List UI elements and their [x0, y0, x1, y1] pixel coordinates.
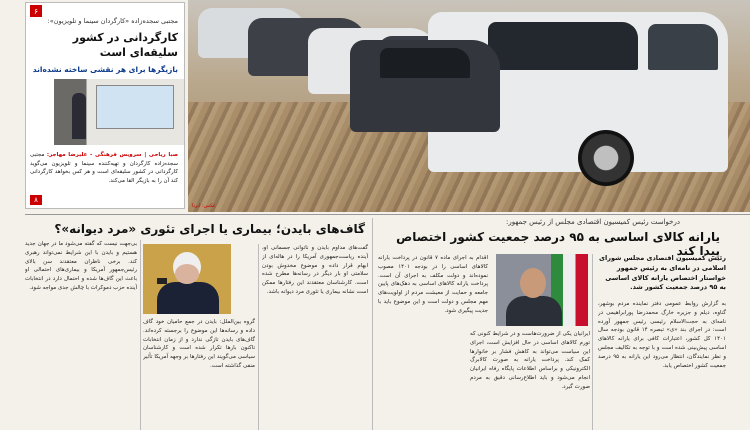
bottom-number-badge: ۸	[30, 195, 42, 205]
culture-box	[25, 2, 185, 209]
culture-super: مجتبی سجده‌زاده «کارگردان سینما و تلویزیون»:	[47, 17, 178, 25]
section-divider	[25, 214, 750, 215]
page-number-badge: ۶	[30, 5, 42, 17]
car-mid-dark	[350, 40, 500, 132]
hero-caption: عکس: ایرنا	[192, 203, 216, 209]
culture-body: مجتبی سجده‌زاده کارگردان و تهیه‌کننده سینما و تلویزیون می‌گوید کارگردانی در کشور سلیقه‌ای است و هر کس بخواهد کارگردانی کند آن را به بازیگر القا می‌کند.	[30, 152, 178, 184]
biden-headline[interactable]: گاف‌های بایدن؛ بیماری یا اجرای تئوری «مرد دیوانه»؟	[54, 222, 365, 236]
biden-face	[175, 264, 199, 284]
subsidy-col-1: به گزارش روابط عمومی دفتر نماینده مردم بوشهر، گناوه، دیلم و جزیره خارگ محمدرضا پورابراهیمی در نامه‌ای به حجت‌الاسلام رئیسی رئیس جمهور آورده است: در اجرای بند «ی» تبصره ۱۴ قانون بودجه سال ۱۴۰۱ کل کشور، اعتبارات کافی برای یارانه کالاهای اساسی پیش‌بینی شده است و با توجه به تکالیف مجلس و نظر نمایندگان، انتظار می‌رود این یارانه به ۹۵ درصد جمعیت کشور اختصاص یابد.	[598, 301, 726, 369]
subsidy-lead: رئیس کمیسیون اقتصادی مجلس شورای اسلامی در نامه‌ای به رئیس جمهور خواستار اختصاص یارانه کالای اساسی به ۹۵ درصد جمعیت کشور شد.	[599, 254, 726, 292]
subsidy-col-3: اقدام به اجرای ماده ۷ قانون در پرداخت یارانه کالاهای اساسی را در بودجه ۱۴۰۱ مصوب نموده‌اند و دولت مکلف به اجرای آن است. پرداخت یارانه کالاهای اساسی به دهک‌های پایین جامعه و حمایت از معیشت مردم از اولویت‌های مهم مجلس و دولت است و این موضوع باید با جدیت پیگیری شود.	[378, 255, 488, 314]
biden-col-2: گروه بین‌الملل: بایدن در جمع حامیان خود گاف داده و رسانه‌ها این موضوع را برجسته کرده‌اند. گاف‌های بایدن تازگی ندارد و از زمان انتخابات تاکنون بارها تکرار شده است و کارشناسان سیاسی می‌گویند این رفتارها بر وجهه آمریکا تأثیر منفی گذاشته است.	[143, 319, 255, 369]
biden-col-3: بی‌جهت نیست که گفته می‌شود ما در جهان جدید هستیم و بایدن با این شرایط نمی‌تواند رهبری کند. برخی ناظران معتقدند سن بالای رئیس‌جمهور آمریکا و بیماری‌های احتمالی او باعث این گاف‌ها شده و احتمال دارد در انتخابات آینده حزب دموکرات با چالش جدی مواجه شود.	[25, 241, 137, 291]
culture-subtitle: بازیگرها برای هر نقشی ساخته نشده‌اند	[32, 65, 178, 74]
biden-suit	[157, 282, 219, 314]
biden-photo	[143, 244, 231, 314]
wheel-front	[578, 130, 634, 186]
lecture-photo	[54, 79, 184, 145]
culture-byline: صبا ریاحی | سرویس فرهنگی - علیرضا مهاجر:	[46, 152, 179, 158]
speaker-figure	[72, 93, 86, 139]
biden-col-1: گفت‌های مداوم بایدن و ناتوانی جسمانی او، آینده ریاست‌جمهوری آمریکا را در هاله‌ای از ابهام قرار داده و موضوع مخدوش بودن سلامتی او بار دیگر در رسانه‌ها مطرح شده است. کارشناسان معتقدند این رفتارها ممکن است نشانه بیماری یا تئوری مرد دیوانه باشد.	[262, 245, 368, 295]
subsidy-col-2: ایرانیان یکی از ضرورت‌هاست و در شرایط کنونی که تورم کالاهای اساسی در حال افزایش است، اجرای این سیاست می‌تواند به کاهش فشار بر خانوارها کمک کند. پرداخت یارانه به صورت کالابرگ الکترونیکی و براساس اطلاعات پایگاه رفاه ایرانیان انجام می‌شود و باید اطلاع‌رسانی دقیق به مردم صورت گیرد.	[470, 331, 590, 390]
subsidy-kicker: درخواست رئیس کمیسیون اقتصادی مجلس از رئیس جمهور:	[505, 218, 680, 226]
microphone	[157, 278, 167, 284]
culture-text	[30, 151, 178, 185]
culture-title[interactable]: کارگردانی در کشور سلیقه‌ای است	[72, 31, 178, 60]
mp-suit	[506, 296, 562, 326]
subsidy-headline[interactable]: یارانه کالای اساسی به ۹۵ درصد جمعیت کشور اختصاص پیدا کند	[396, 230, 720, 258]
mp-photo	[496, 254, 588, 326]
mp-head	[520, 268, 546, 298]
hero-photo	[188, 0, 750, 212]
projection-screen	[96, 85, 174, 129]
